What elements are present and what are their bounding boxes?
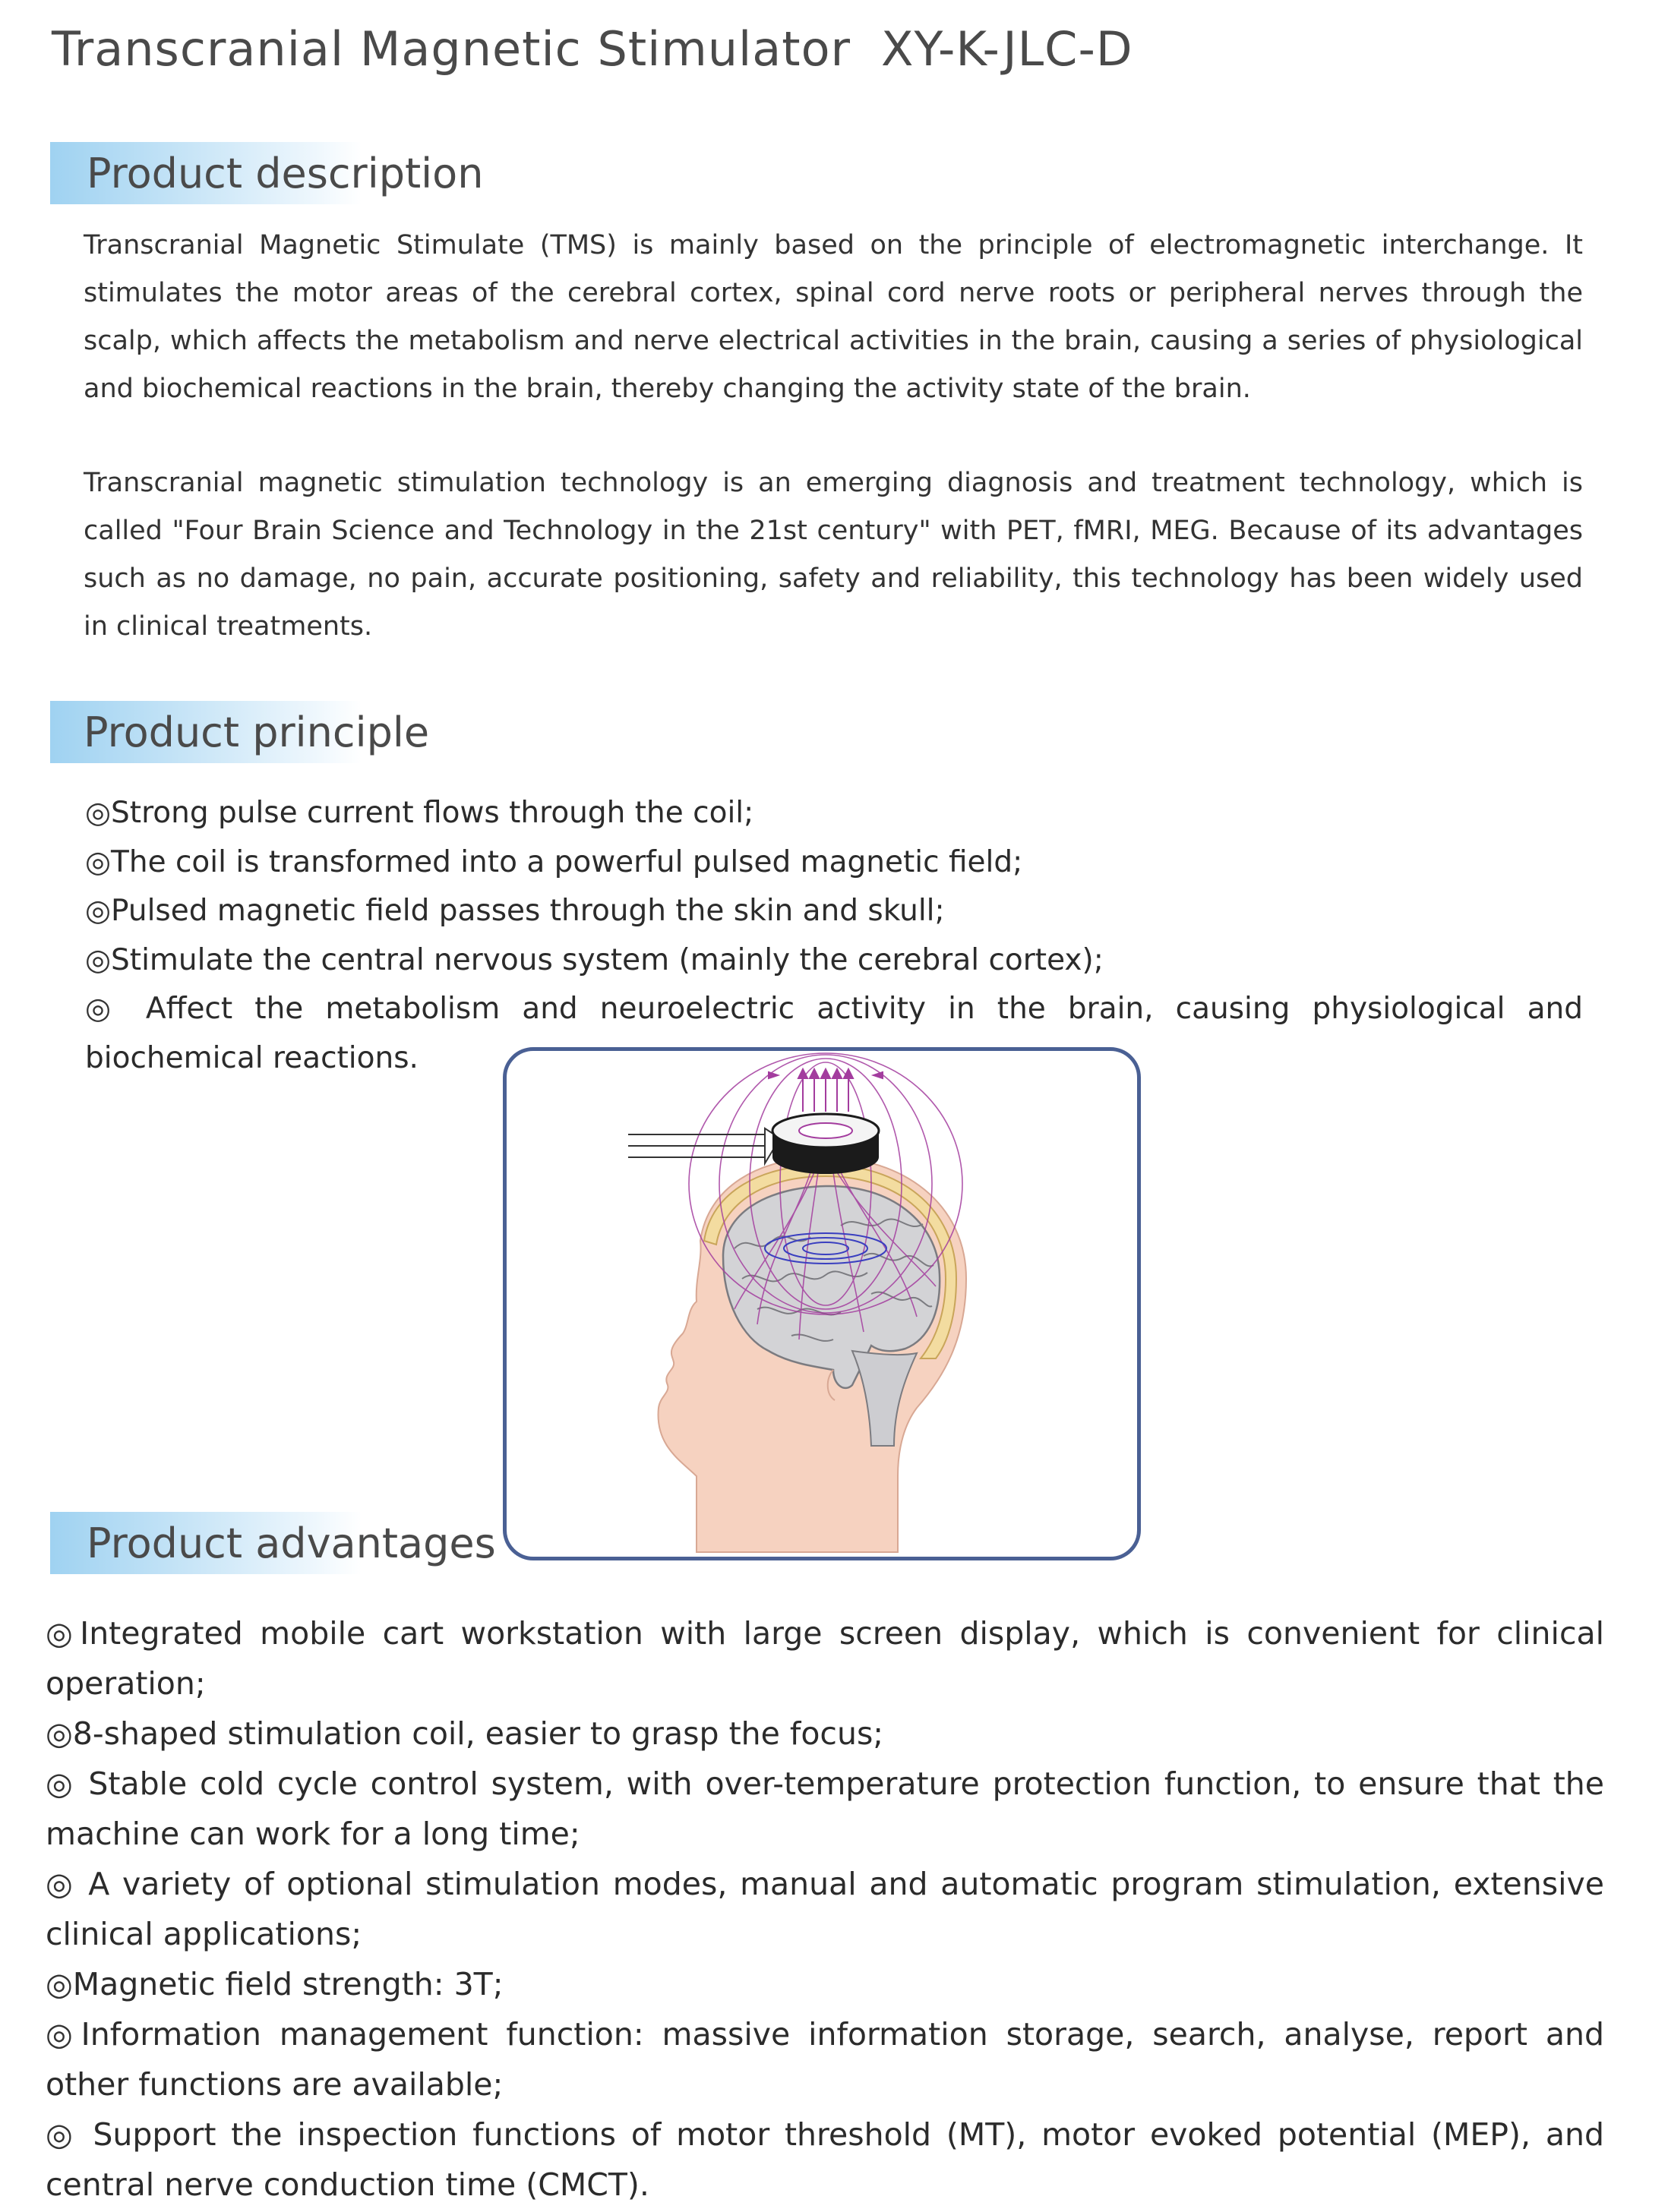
section-title-advantages: Product advantages: [87, 1519, 496, 1567]
list-item: ◎Stimulate the central nervous system (mainly the cerebral cortex);: [85, 942, 1104, 977]
list-item: ◎ Affect the metabolism and neuroelectric activity in the brain, causing physiological and biochemical reactions.: [85, 992, 1583, 1075]
tms-diagram: [503, 1047, 1141, 1560]
bullet-mark-icon: ◎: [85, 942, 112, 977]
bullet-mark-icon: ◎: [85, 894, 112, 928]
description-paragraph-2: Transcranial magnetic stimulation technology is an emerging diagnosis and treatment technology, which is called "Four Brain Science and Technology in the 21st century" with PET, fMRI, MEG. Because of its advantages such as no damage, no pain, accurate positioning, safety and reliability, this technology has been widely used in clinical treatments.: [84, 468, 1583, 642]
bullet-mark-icon: ◎: [85, 796, 112, 830]
section-title-principle: Product principle: [84, 708, 430, 756]
list-item: ◎Integrated mobile cart workstation with large screen display, which is convenient for clinical operation;: [46, 1615, 1604, 1702]
advantages-list: [46, 1608, 1604, 2210]
bullet-mark-icon: ◎: [85, 844, 112, 879]
list-item: ◎Strong pulse current flows through the coil;: [85, 796, 754, 830]
bullet-mark-icon: ◎: [46, 2016, 81, 2053]
bullet-mark-icon: ◎: [46, 1866, 76, 1902]
bullet-mark-icon: ◎: [46, 1765, 76, 1802]
list-item: ◎Pulsed magnetic field passes through the skin and skull;: [85, 894, 945, 928]
list-item: ◎The coil is transformed into a powerful pulsed magnetic field;: [85, 844, 1023, 879]
description-paragraph-1: Transcranial Magnetic Stimulate (TMS) is mainly based on the principle of electromagnetic interchange. It stimulates the motor areas of the cerebral cortex, spinal cord nerve roots or peripheral nerves through the scalp, which affects the metabolism and nerve electrical activities in the brain, causing a series of physiological and biochemical reactions in the brain, thereby changing the activity state of the brain.: [84, 230, 1583, 404]
page-title: [52, 21, 1133, 77]
title-text: Transcranial Magnetic Stimulator: [52, 21, 851, 77]
model-number: XY-K-JLC-D: [881, 21, 1133, 77]
bullet-mark-icon: ◎: [46, 1715, 73, 1752]
list-item: ◎ Support the inspection functions of motor threshold (MT), motor evoked potential (MEP), and central nerve conduction time (CMCT).: [46, 2116, 1604, 2203]
section-title-description: Product description: [87, 150, 484, 197]
bullet-mark-icon: ◎: [46, 1615, 81, 1652]
section-header-description: [50, 142, 484, 204]
list-item: ◎8-shaped stimulation coil, easier to grasp the focus;: [46, 1715, 884, 1752]
list-item: ◎Information management function: massive information storage, search, analyse, report and other functions are available;: [46, 2016, 1604, 2103]
field-direction-arrows: [769, 1069, 883, 1112]
principle-list: [85, 789, 1583, 1083]
bullet-mark-icon: ◎: [46, 2116, 78, 2153]
list-item: ◎Magnetic field strength: 3T;: [46, 1966, 504, 2002]
tms-head-illustration: [507, 1051, 1137, 1557]
bullet-mark-icon: ◎: [85, 992, 124, 1026]
list-item: ◎ Stable cold cycle control system, with over-temperature protection function, to ensure that the machine can work for a long time;: [46, 1765, 1604, 1852]
list-item: ◎ A variety of optional stimulation modes, manual and automatic program stimulation, extensive clinical applications;: [46, 1866, 1604, 1952]
section-header-advantages: [50, 1512, 496, 1574]
bullet-mark-icon: ◎: [46, 1966, 73, 2002]
section-header-principle: [50, 701, 430, 763]
